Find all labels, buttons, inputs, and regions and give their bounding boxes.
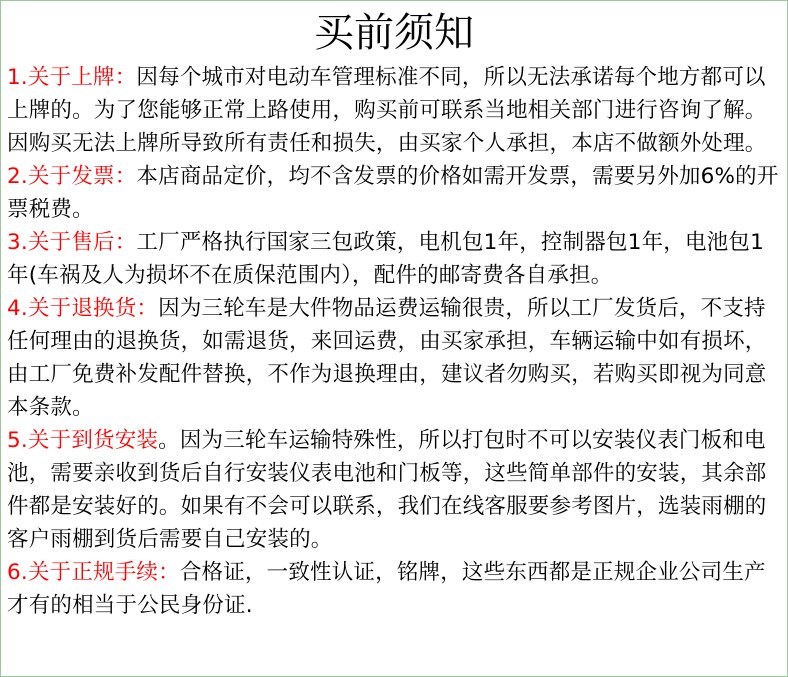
section-heading: 1.关于上牌： <box>7 65 137 90</box>
section-text: 因每个城市对电动车管理标准不同，所以无法承诺每个地方都可以上牌的。为了您能够正常上路使用，购买前可联系当地相关部门进行咨询了解。因购买无法上牌所导致所有责任和损失，由买家个人承担，本店不做额外处理。 <box>7 65 767 156</box>
section-heading: 3.关于售后： <box>7 230 137 255</box>
section-heading: 5.关于到货安装 <box>7 428 159 453</box>
section-formalities <box>1 556 787 622</box>
section-after-sales <box>1 226 787 292</box>
section-text: 本店商品定价，均不含发票的价格如需开发票，需要另外加6%的开票税费。 <box>7 164 779 222</box>
section-returns <box>1 292 787 424</box>
section-text: 合格证，一致性认证，铭牌，这些东西都是正规企业公司生产才有的相当于公民身份证. <box>7 560 766 618</box>
section-heading: 4.关于退换货： <box>7 296 159 321</box>
section-installation <box>1 424 787 556</box>
section-text: 。因为三轮车运输特殊性，所以打包时不可以安装仪表门板和电池，需要亲收到货后自行安装仪表电池和门板等，这些简单部件的安装，其余部件都是安装好的。如果有不会可以联系，我们在线客服要参考图片，选装雨棚的客户雨棚到货后需要自己安装的。 <box>7 428 767 552</box>
page-title: 买前须知 <box>314 10 474 56</box>
section-text: 工厂严格执行国家三包政策，电机包1年，控制器包1年，电池包1年(车祸及人为损坏不在质保范围内），配件的邮寄费各自承担。 <box>7 230 764 288</box>
section-heading: 2.关于发票： <box>7 164 137 189</box>
section-invoice <box>1 160 787 226</box>
section-text: 因为三轮车是大件物品运费运输很贵，所以工厂发货后，不支持任何理由的退换货，如需退货，来回运费，由买家承担，车辆运输中如有损坏，由工厂免费补发配件替换，不作为退换理由，建议者勿购买，若购买即视为同意本条款。 <box>7 296 767 420</box>
section-heading: 6.关于正规手续： <box>7 560 180 585</box>
section-license-plate <box>1 61 787 160</box>
